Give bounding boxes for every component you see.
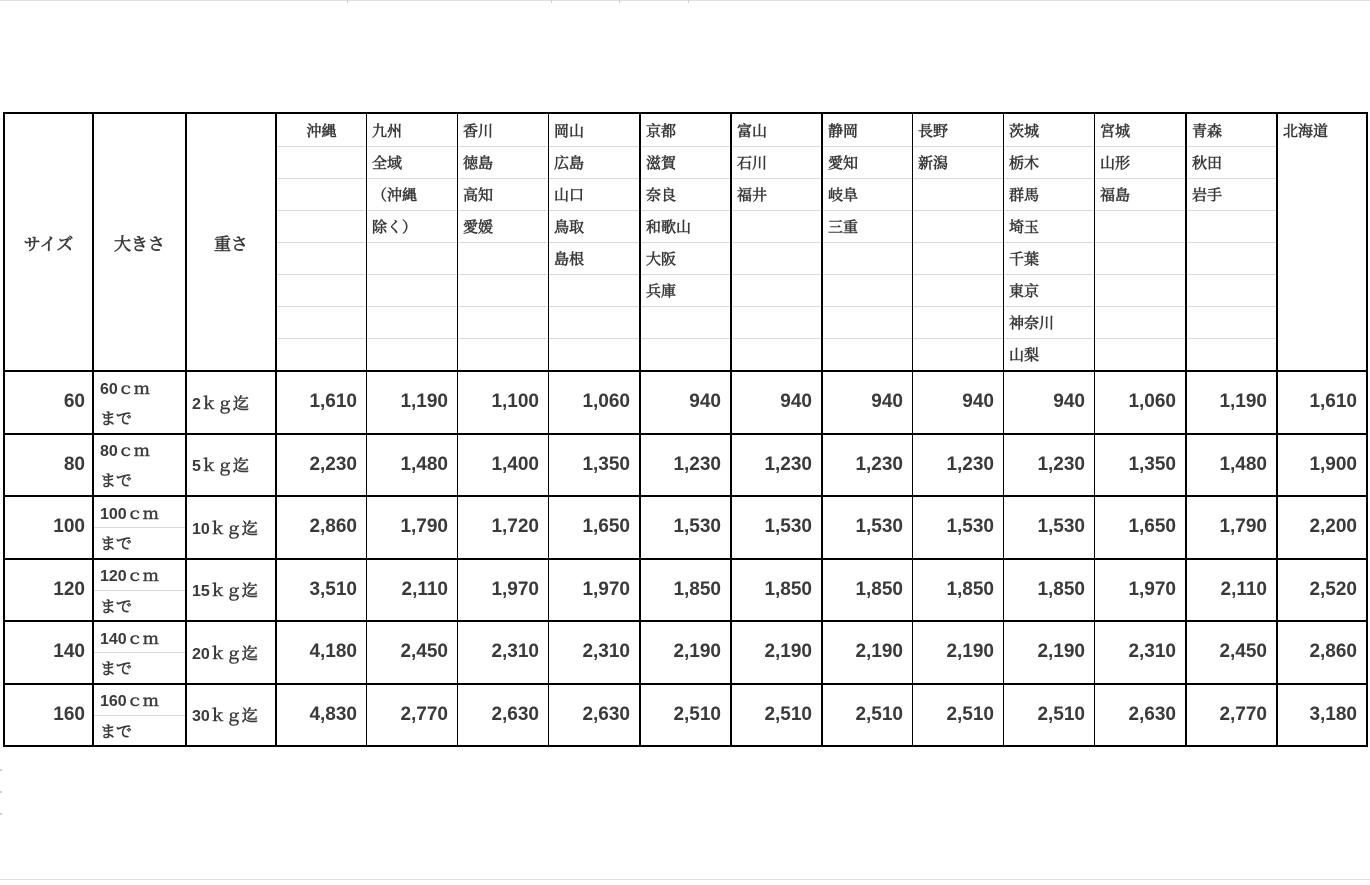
region-label-empty [913, 210, 1003, 242]
price-cell: 2,110 [366, 558, 457, 621]
dimension-line: まで [94, 590, 185, 620]
price-cell: 1,970 [548, 558, 639, 621]
price-cell: 1,610 [1276, 370, 1366, 433]
price-cell: 1,480 [366, 433, 457, 496]
region-label-empty [823, 338, 912, 370]
gridline-artifact-tick [0, 791, 2, 793]
region-label-empty [367, 306, 457, 338]
price-cell: 1,230 [639, 433, 730, 496]
price-cell: 2,510 [1003, 683, 1094, 746]
price-cell: 3,510 [275, 558, 366, 621]
region-label-empty [277, 178, 366, 210]
region-header-6 [730, 114, 821, 370]
price-cell: 2,860 [275, 495, 366, 558]
size-cell: 60 [5, 370, 92, 433]
gridline-artifact-tick [688, 0, 689, 3]
price-cell: 1,230 [821, 433, 912, 496]
price-cell: 2,770 [366, 683, 457, 746]
dimension-cell [92, 620, 185, 683]
price-cell: 2,510 [912, 683, 1003, 746]
price-cell: 2,190 [1003, 620, 1094, 683]
region-label-empty [1095, 210, 1185, 242]
region-label-empty [732, 242, 821, 274]
price-cell: 1,650 [548, 495, 639, 558]
region-label: 福島 [1095, 178, 1185, 210]
price-cell: 1,530 [730, 495, 821, 558]
gridline-artifact-tick [551, 0, 552, 3]
dimension-cell [92, 370, 185, 433]
region-label: 広島 [549, 146, 639, 178]
region-header-11 [1185, 114, 1276, 370]
region-label-empty [277, 306, 366, 338]
size-cell: 80 [5, 433, 92, 496]
price-cell: 1,350 [1094, 433, 1185, 496]
gridline-artifact-tick [0, 769, 2, 771]
region-label-empty [641, 338, 730, 370]
price-cell: 940 [821, 370, 912, 433]
price-cell: 1,530 [912, 495, 1003, 558]
region-label: 徳島 [458, 146, 548, 178]
price-cell: 2,510 [821, 683, 912, 746]
gridline-artifact-top [0, 0, 1370, 1]
region-header-7 [821, 114, 912, 370]
region-label: 福井 [732, 178, 821, 210]
dimension-line: まで [100, 410, 133, 428]
region-label: 埼玉 [1004, 210, 1094, 242]
region-label-empty [277, 146, 366, 178]
region-label-empty [458, 338, 548, 370]
region-label-empty [913, 274, 1003, 306]
price-cell: 1,480 [1185, 433, 1276, 496]
region-label: 東京 [1004, 274, 1094, 306]
region-label: 除く） [367, 210, 457, 242]
price-cell: 2,110 [1185, 558, 1276, 621]
price-cell: 1,900 [1276, 433, 1366, 496]
region-label: 青森 [1192, 122, 1223, 140]
dimension-line: 120ｃｍ [100, 568, 159, 586]
region-header-4 [548, 114, 639, 370]
gridline-artifact-bottom [0, 879, 1370, 880]
region-label: 愛知 [823, 146, 912, 178]
region-label-empty [1095, 338, 1185, 370]
dimension-line: 140ｃｍ [100, 630, 159, 648]
region-label-empty [277, 338, 366, 370]
region-label-empty [1278, 242, 1366, 274]
region-label: 山形 [1095, 146, 1185, 178]
region-label-empty [1278, 306, 1366, 338]
price-cell: 2,630 [548, 683, 639, 746]
price-cell: 2,860 [1276, 620, 1366, 683]
price-cell: 940 [730, 370, 821, 433]
weight-cell: 5ｋｇ迄 [185, 433, 275, 496]
dimension-cell [92, 683, 185, 746]
price-cell: 2,310 [1094, 620, 1185, 683]
region-label-empty [1095, 274, 1185, 306]
region-label: 富山 [737, 122, 768, 140]
price-cell: 2,770 [1185, 683, 1276, 746]
price-cell: 1,190 [366, 370, 457, 433]
weight-cell: 2ｋｇ迄 [185, 370, 275, 433]
region-label-empty [1187, 338, 1276, 370]
region-label: 秋田 [1187, 146, 1276, 178]
region-label-empty [1278, 210, 1366, 242]
header-weight: 重さ [185, 114, 275, 370]
dimension-line: 100ｃｍ [100, 505, 159, 523]
dimension-line: 80ｃｍ [100, 443, 150, 461]
region-label-empty [1187, 274, 1276, 306]
header-dimension: 大きさ [92, 114, 185, 370]
gridline-artifact-tick [619, 0, 620, 3]
dimension-cell [92, 433, 185, 496]
dimension-line: まで [94, 715, 185, 745]
region-label-empty [732, 210, 821, 242]
price-cell: 1,060 [548, 370, 639, 433]
region-header-5 [639, 114, 730, 370]
price-cell: 1,970 [457, 558, 548, 621]
dimension-line: まで [94, 527, 185, 557]
header-size: サイズ [23, 234, 74, 254]
region-label-empty [823, 242, 912, 274]
region-label: 高知 [458, 178, 548, 210]
dimension-cell [92, 495, 185, 558]
region-label: 群馬 [1004, 178, 1094, 210]
price-cell: 940 [1003, 370, 1094, 433]
gridline-artifact-tick [0, 813, 2, 815]
price-cell: 2,230 [275, 433, 366, 496]
dimension-line: 60ｃｍ [100, 380, 150, 398]
region-label-empty [549, 338, 639, 370]
region-label-empty [367, 242, 457, 274]
region-label-empty [732, 306, 821, 338]
price-cell: 2,510 [639, 683, 730, 746]
price-cell: 2,630 [457, 683, 548, 746]
region-label-empty [732, 274, 821, 306]
price-cell: 1,350 [548, 433, 639, 496]
price-cell: 940 [639, 370, 730, 433]
region-header-2 [366, 114, 457, 370]
price-cell: 1,850 [1003, 558, 1094, 621]
region-label-empty [1187, 242, 1276, 274]
size-cell: 140 [5, 620, 92, 683]
price-cell: 1,230 [912, 433, 1003, 496]
region-label-empty [732, 338, 821, 370]
region-label-empty [913, 242, 1003, 274]
region-header-10 [1094, 114, 1185, 370]
region-label: 宮城 [1100, 122, 1131, 140]
region-label-empty [458, 274, 548, 306]
price-cell: 1,610 [275, 370, 366, 433]
region-label-empty [1095, 242, 1185, 274]
region-label-empty [458, 306, 548, 338]
region-label-empty [367, 274, 457, 306]
price-cell: 1,650 [1094, 495, 1185, 558]
size-cell: 160 [5, 683, 92, 746]
region-label-empty [913, 338, 1003, 370]
region-label: 新潟 [913, 146, 1003, 178]
region-label-empty [1278, 178, 1366, 210]
region-label-empty [367, 338, 457, 370]
weight-cell: 15ｋｇ迄 [185, 558, 275, 621]
region-label-empty [1187, 306, 1276, 338]
region-label: 岩手 [1187, 178, 1276, 210]
price-cell: 3,180 [1276, 683, 1366, 746]
price-cell: 1,790 [1185, 495, 1276, 558]
weight-cell: 10ｋｇ迄 [185, 495, 275, 558]
price-cell: 1,530 [639, 495, 730, 558]
region-header-8 [912, 114, 1003, 370]
price-cell: 1,850 [821, 558, 912, 621]
region-label-empty [641, 306, 730, 338]
price-cell: 1,230 [730, 433, 821, 496]
region-label-empty [549, 274, 639, 306]
region-label: 北海道 [1283, 122, 1329, 140]
region-label-empty [458, 242, 548, 274]
price-cell: 2,200 [1276, 495, 1366, 558]
region-label: 沖縄 [306, 122, 337, 140]
price-cell: 1,530 [1003, 495, 1094, 558]
size-cell: 100 [5, 495, 92, 558]
dimension-line: まで [100, 473, 133, 491]
price-cell: 1,230 [1003, 433, 1094, 496]
region-label: 大阪 [641, 242, 730, 274]
price-cell: 2,190 [730, 620, 821, 683]
region-label: 岐阜 [823, 178, 912, 210]
price-cell: 2,190 [639, 620, 730, 683]
region-label-empty [913, 178, 1003, 210]
region-label: 鳥取 [549, 210, 639, 242]
price-cell: 4,830 [275, 683, 366, 746]
region-label: 千葉 [1004, 242, 1094, 274]
price-cell: 1,790 [366, 495, 457, 558]
region-label: 九州 [372, 122, 403, 140]
weight-cell: 20ｋｇ迄 [185, 620, 275, 683]
region-label-empty [1095, 306, 1185, 338]
price-cell: 1,850 [639, 558, 730, 621]
price-cell: 1,850 [912, 558, 1003, 621]
region-header-1 [275, 114, 366, 370]
region-label: 三重 [823, 210, 912, 242]
price-cell: 1,970 [1094, 558, 1185, 621]
region-label-empty [913, 306, 1003, 338]
price-cell: 1,400 [457, 433, 548, 496]
region-label-empty [1278, 146, 1366, 178]
price-cell: 1,850 [730, 558, 821, 621]
region-label: 栃木 [1004, 146, 1094, 178]
region-label-empty [823, 306, 912, 338]
price-cell: 1,720 [457, 495, 548, 558]
price-cell: 2,630 [1094, 683, 1185, 746]
region-label-empty [277, 274, 366, 306]
price-cell: 2,190 [912, 620, 1003, 683]
size-cell: 120 [5, 558, 92, 621]
region-label: 京都 [646, 122, 677, 140]
dimension-line: 160ｃｍ [100, 693, 159, 711]
region-label-empty [277, 210, 366, 242]
region-label-empty [1278, 338, 1366, 370]
dimension-line: まで [94, 652, 185, 682]
dimension-cell [92, 558, 185, 621]
price-cell: 1,190 [1185, 370, 1276, 433]
shipping-rate-table [3, 112, 1368, 747]
price-cell: 2,450 [366, 620, 457, 683]
price-cell: 2,310 [548, 620, 639, 683]
price-cell: 1,100 [457, 370, 548, 433]
region-header-9 [1003, 114, 1094, 370]
region-label: 全域 [367, 146, 457, 178]
price-cell: 4,180 [275, 620, 366, 683]
region-label-empty [823, 274, 912, 306]
price-cell: 2,450 [1185, 620, 1276, 683]
region-label-empty [1187, 210, 1276, 242]
region-label: （沖縄 [367, 178, 457, 210]
price-cell: 2,310 [457, 620, 548, 683]
weight-cell: 30ｋｇ迄 [185, 683, 275, 746]
gridline-artifact-tick [347, 0, 348, 3]
price-cell: 2,190 [821, 620, 912, 683]
region-label: 神奈川 [1004, 306, 1094, 338]
region-label: 山口 [549, 178, 639, 210]
region-label: 愛媛 [458, 210, 548, 242]
region-label: 岡山 [554, 122, 585, 140]
region-label-empty [1278, 274, 1366, 306]
region-label: 兵庫 [641, 274, 730, 306]
region-label: 山梨 [1004, 338, 1094, 370]
region-label: 島根 [549, 242, 639, 274]
region-header-12 [1276, 114, 1366, 370]
region-label: 和歌山 [641, 210, 730, 242]
region-label: 静岡 [828, 122, 859, 140]
region-label: 長野 [918, 122, 949, 140]
price-cell: 2,510 [730, 683, 821, 746]
region-header-3 [457, 114, 548, 370]
price-cell: 940 [912, 370, 1003, 433]
region-label-empty [277, 242, 366, 274]
region-label: 石川 [732, 146, 821, 178]
price-cell: 1,530 [821, 495, 912, 558]
region-label: 香川 [463, 122, 494, 140]
region-label: 奈良 [641, 178, 730, 210]
region-label: 滋賀 [641, 146, 730, 178]
price-cell: 1,060 [1094, 370, 1185, 433]
price-cell: 2,520 [1276, 558, 1366, 621]
region-label: 茨城 [1009, 122, 1040, 140]
region-label-empty [549, 306, 639, 338]
